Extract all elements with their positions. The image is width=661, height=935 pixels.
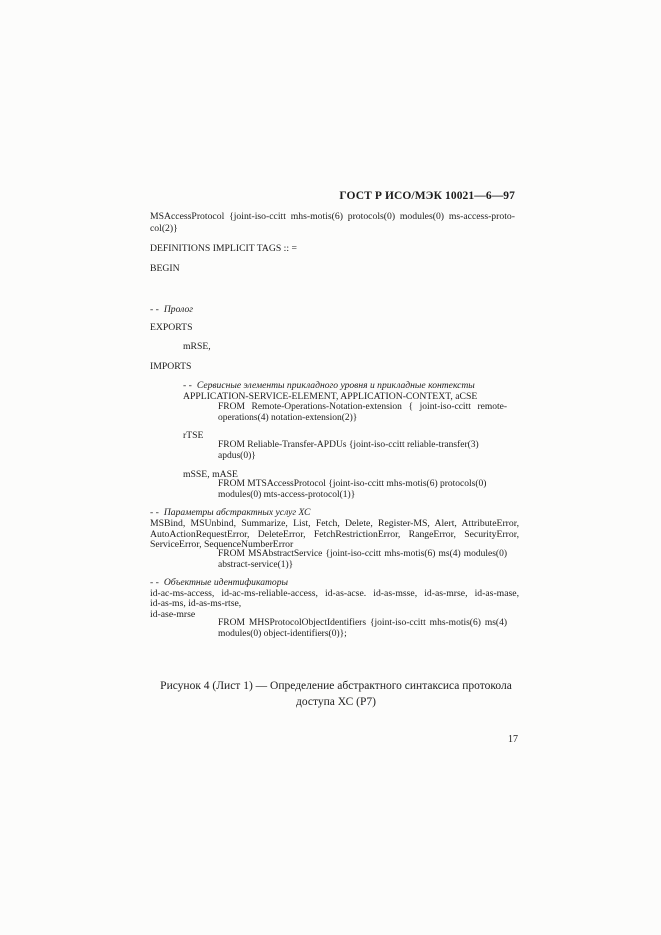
exports-keyword: EXPORTS xyxy=(150,322,193,333)
import-symbols: id-ase-mrse xyxy=(150,609,196,620)
import-symbols: AutoActionRequestError, DeleteError, FetchRestrictionError, RangeError, SecurityError, xyxy=(150,529,519,540)
import-from-clause: abstract-service(1)} xyxy=(218,560,294,570)
import-symbols: mSSE, mASE xyxy=(183,469,238,480)
import-from-clause: FROM MTSAccessProtocol {joint-iso-ccitt mhs-motis(6) protocols(0) xyxy=(218,479,487,489)
import-from-clause: FROM MSAbstractService {joint-iso-ccitt mhs-motis(6) ms(4) modules(0) xyxy=(218,549,507,559)
import-symbols: MSBind, MSUnbind, Summarize, List, Fetch, Delete, Register-MS, Alert, AttributeError, xyxy=(150,518,519,529)
import-symbols: id-ac-ms-access, id-ac-ms-reliable-access, id-as-acse. id-as-msse, id-as-mrse, id-as-mase, xyxy=(150,588,519,599)
import-from-clause: modules(0) object-identifiers(0)}; xyxy=(218,629,347,639)
import-from-clause: operations(4) notation-extension(2)} xyxy=(218,413,358,423)
figure-caption-line: Рисунок 4 (Лист 1) — Определение абстрактного синтаксиса протокола xyxy=(160,680,512,692)
import-from-clause: apdus(0)} xyxy=(218,451,256,461)
import-from-clause: modules(0) mts-access-protocol(1)} xyxy=(218,490,356,500)
comment-prologue xyxy=(150,304,193,315)
figure-caption xyxy=(150,678,522,710)
import-from-clause: FROM Reliable-Transfer-APDUs {joint-iso-ccitt reliable-transfer(3) xyxy=(218,440,479,450)
comment-text: Параметры абстрактных услуг ХС xyxy=(163,507,311,518)
comment-text: Объектные идентификаторы xyxy=(163,577,289,588)
definitions-statement: DEFINITIONS IMPLICIT TAGS :: = xyxy=(150,243,297,254)
page-number: 17 xyxy=(508,734,518,745)
module-identifier-line: col(2)} xyxy=(150,223,178,234)
import-symbols: rTSE xyxy=(183,430,204,441)
figure-caption-line: доступа ХС (Р7) xyxy=(296,696,376,708)
import-from-clause: FROM Remote-Operations-Notation-extension { joint-iso-ccitt remote- xyxy=(218,402,507,412)
comment-prefix: - - xyxy=(183,380,192,391)
comment-text: Пролог xyxy=(163,304,193,315)
import-from-clause: FROM MHSProtocolObjectIdentifiers {joint-iso-ccitt mhs-motis(6) ms(4) xyxy=(218,618,507,628)
module-identifier-line: MSAccessProtocol {joint-iso-ccitt mhs-motis(6) protocols(0) modules(0) ms-access-proto- xyxy=(150,211,515,222)
comment-prefix: - - xyxy=(150,577,159,588)
import-comment xyxy=(150,577,288,588)
imports-keyword: IMPORTS xyxy=(150,361,192,372)
import-comment xyxy=(183,380,475,391)
exports-symbols: mRSE, xyxy=(183,341,211,352)
comment-prefix: - - xyxy=(150,507,159,518)
import-comment xyxy=(150,507,310,518)
import-symbols: APPLICATION-SERVICE-ELEMENT, APPLICATION-CONTEXT, aCSE xyxy=(183,391,478,402)
document-code-header: ГОСТ Р ИСО/МЭК 10021—6—97 xyxy=(339,190,515,202)
import-symbols: ServiceError, SequenceNumberError xyxy=(150,539,294,550)
comment-text: Сервисные элементы прикладного уровня и прикладные контексты xyxy=(196,380,475,391)
begin-keyword: BEGIN xyxy=(150,263,180,274)
comment-prefix: - - xyxy=(150,304,159,315)
import-symbols: id-as-ms, id-as-ms-rtse, xyxy=(150,598,242,609)
